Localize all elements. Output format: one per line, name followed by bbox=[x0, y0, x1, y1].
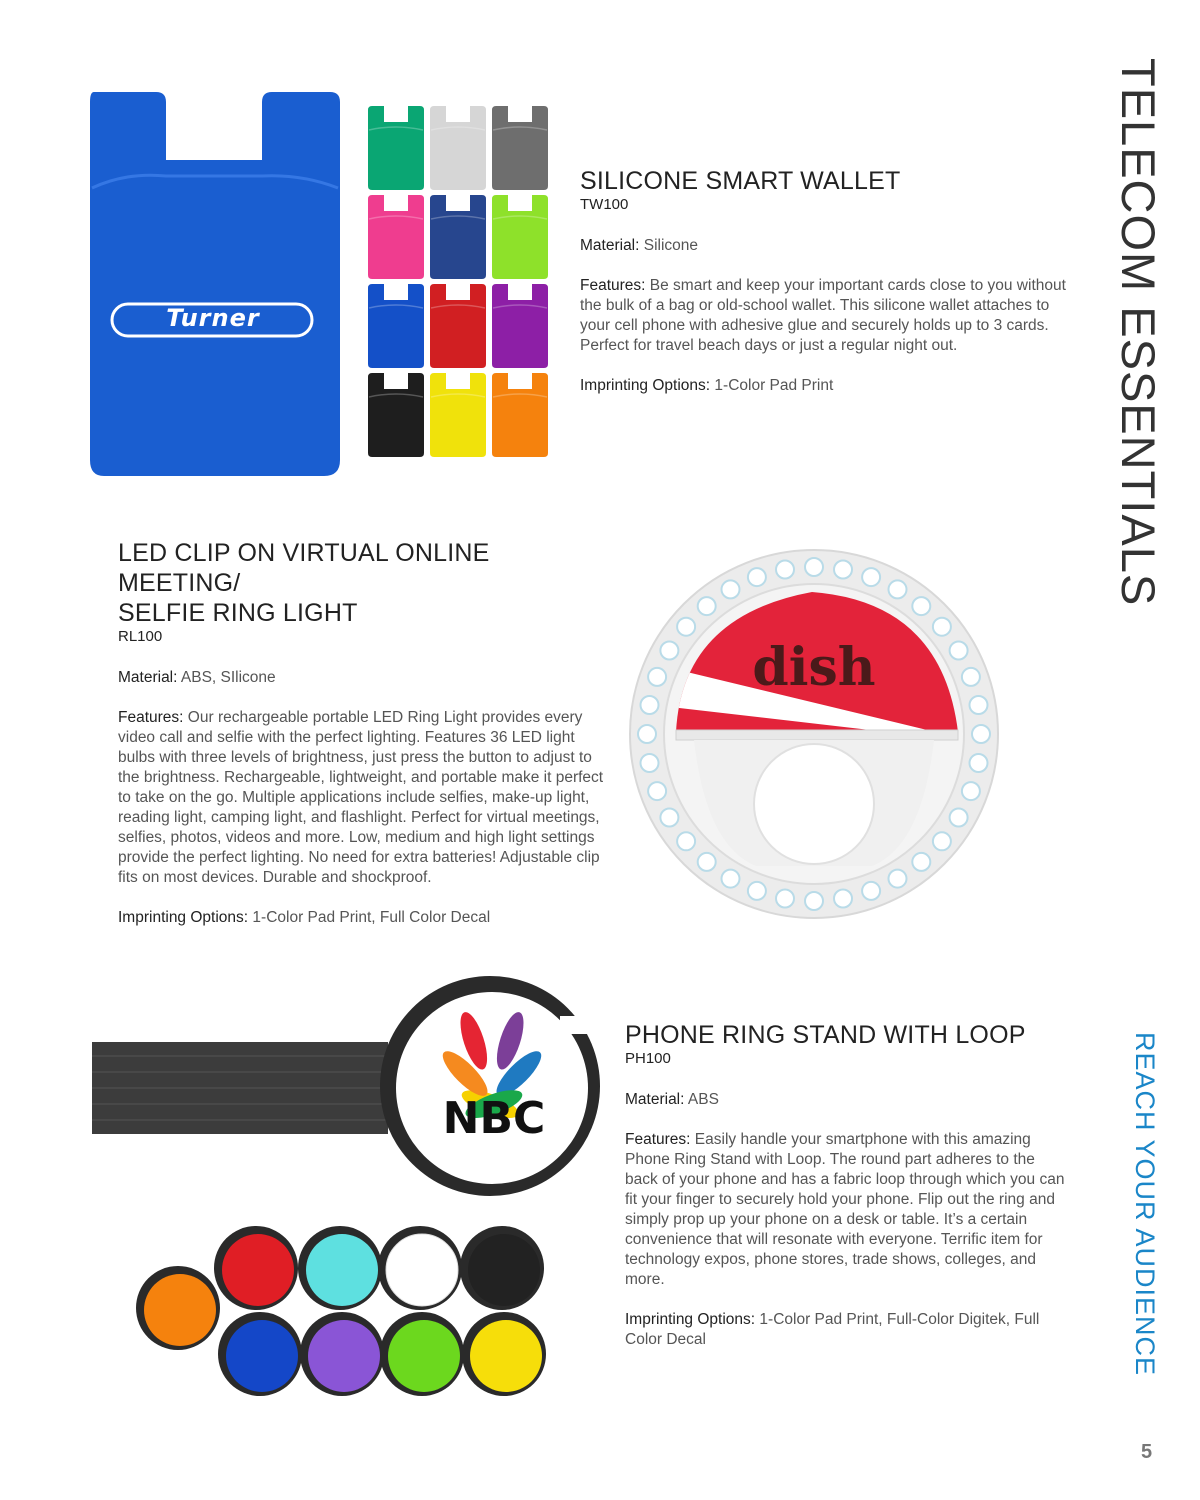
imprint-line bbox=[118, 908, 608, 928]
led-bulb bbox=[641, 754, 659, 772]
led-bulb bbox=[912, 853, 930, 871]
ring-stand-gap bbox=[560, 1016, 590, 1034]
ring-stand-swatch bbox=[460, 1226, 544, 1310]
led-bulb bbox=[698, 853, 716, 871]
features-label: Features: bbox=[625, 1131, 691, 1148]
led-bulb bbox=[641, 696, 659, 714]
led-bulb bbox=[748, 882, 766, 900]
wallet-swatch bbox=[368, 195, 424, 279]
ring-stand-swatch bbox=[300, 1312, 384, 1396]
ring-stand-main-image bbox=[90, 976, 610, 1200]
wallet-swatch bbox=[492, 284, 548, 368]
wallet-swatch bbox=[492, 373, 548, 457]
led-bulb bbox=[698, 597, 716, 615]
led-bulb bbox=[677, 618, 695, 636]
material-line bbox=[580, 236, 1070, 256]
led-bulb bbox=[950, 809, 968, 827]
features-text: Be smart and keep your important cards close to you without the bulk of a bag or old-school wallet. This silicone wallet attaches to your cell phone with adhesive glue and securely holds up to 3 cards. Perfect for travel beach days or just a regular night out. bbox=[580, 277, 1066, 354]
led-bulb bbox=[933, 618, 951, 636]
led-bulb bbox=[889, 580, 907, 598]
led-bulb bbox=[805, 558, 823, 576]
features-line bbox=[118, 708, 608, 888]
features-line bbox=[580, 276, 1070, 356]
ring-stand-logo-text: NBC bbox=[442, 1093, 546, 1144]
imprint-line bbox=[625, 1310, 1065, 1350]
led-bulb bbox=[776, 561, 794, 579]
wallet-swatch bbox=[430, 106, 486, 190]
material-label: Material: bbox=[625, 1091, 685, 1108]
wallet-swatch bbox=[492, 106, 548, 190]
wallet-logo-text: Turner bbox=[166, 304, 260, 332]
features-label: Features: bbox=[118, 709, 184, 726]
material-value: Silicone bbox=[643, 237, 699, 254]
led-bulb bbox=[950, 642, 968, 660]
product-title: PHONE RING STAND WITH LOOP bbox=[625, 1021, 1026, 1049]
led-bulb bbox=[970, 754, 988, 772]
ring-stand-color-swatches bbox=[130, 1222, 580, 1398]
tagline: REACH YOUR AUDIENCE bbox=[1130, 1032, 1160, 1377]
wallet-main-image bbox=[86, 92, 346, 480]
ring-stand-swatch bbox=[214, 1226, 298, 1310]
led-bulb bbox=[776, 890, 794, 908]
product-sku: PH100 bbox=[625, 1050, 671, 1067]
features-line bbox=[625, 1130, 1065, 1290]
ring-stand-swatch bbox=[298, 1226, 382, 1310]
product-sku: TW100 bbox=[580, 196, 629, 213]
led-bulb bbox=[638, 725, 656, 743]
led-bulb bbox=[660, 642, 678, 660]
ring-stand-swatch bbox=[218, 1312, 302, 1396]
ring-light-image bbox=[622, 546, 1006, 926]
material-value: ABS bbox=[687, 1091, 719, 1108]
wallet-swatch bbox=[430, 284, 486, 368]
led-bulb bbox=[970, 696, 988, 714]
imprint-value: 1-Color Pad Print, Full Color Decal bbox=[252, 909, 491, 926]
led-bulb bbox=[834, 561, 852, 579]
led-bulb bbox=[862, 568, 880, 586]
led-bulb bbox=[805, 892, 823, 910]
imprint-line bbox=[580, 376, 1070, 396]
imprint-label: Imprinting Options: bbox=[580, 377, 711, 394]
product-title: LED CLIP ON VIRTUAL ONLINE MEETING/ bbox=[118, 539, 490, 597]
material-line bbox=[625, 1090, 1065, 1110]
section-title: TELECOM ESSENTIALS bbox=[1112, 58, 1165, 607]
material-label: Material: bbox=[118, 669, 178, 686]
wallet-body bbox=[90, 92, 340, 476]
ring-stand-swatch bbox=[378, 1226, 462, 1310]
clip-hole bbox=[754, 744, 874, 864]
led-bulb bbox=[660, 809, 678, 827]
led-bulb bbox=[862, 882, 880, 900]
led-bulb bbox=[972, 725, 990, 743]
material-label: Material: bbox=[580, 237, 640, 254]
material-line bbox=[118, 668, 608, 688]
led-bulb bbox=[648, 668, 666, 686]
led-bulb bbox=[677, 832, 695, 850]
imprint-label: Imprinting Options: bbox=[118, 909, 249, 926]
wallet-swatch bbox=[368, 373, 424, 457]
ring-stand-swatch bbox=[462, 1312, 546, 1396]
product-title: SILICONE SMART WALLET bbox=[580, 167, 901, 195]
led-bulb bbox=[834, 890, 852, 908]
product-title-line2: SELFIE RING LIGHT bbox=[118, 599, 358, 627]
wallet-color-swatches bbox=[368, 106, 553, 462]
product-sku: RL100 bbox=[118, 628, 163, 645]
led-bulb bbox=[648, 782, 666, 800]
imprint-label: Imprinting Options: bbox=[625, 1311, 756, 1328]
led-bulb bbox=[722, 580, 740, 598]
clip-bar bbox=[676, 730, 958, 740]
wallet-swatch bbox=[368, 106, 424, 190]
led-bulb bbox=[933, 832, 951, 850]
wallet-swatch bbox=[492, 195, 548, 279]
page-number: 5 bbox=[1141, 1441, 1153, 1463]
ring-stand-swatch bbox=[136, 1266, 220, 1350]
led-bulb bbox=[748, 568, 766, 586]
wallet-swatch bbox=[368, 284, 424, 368]
imprint-value: 1-Color Pad Print bbox=[714, 377, 834, 394]
led-bulb bbox=[722, 870, 740, 888]
imprint-value: 1-Color Pad Print, Full-Color Digitek, Full Color Decal bbox=[625, 1311, 1040, 1348]
features-text: Our rechargeable portable LED Ring Light provides every video call and selfie with the perfect lighting. Features 36 LED light bulbs with three levels of brightness, just press the button to adjust to the brightness. Rechargeable, lightweight, and portable make it perfect to take on the go. Multiple applications include selfies, make-up light, reading light, camping light, and flashlight. Perfect for virtual meetings, selfies, photos, videos and more. Low, medium and high light settings provide the perfect lighting. No need for extra batteries! Adjustable clip fits on most devices. Durable and shockproof. bbox=[118, 709, 604, 886]
led-bulb bbox=[912, 597, 930, 615]
features-label: Features: bbox=[580, 277, 646, 294]
led-bulb bbox=[962, 668, 980, 686]
ring-stand-swatch bbox=[380, 1312, 464, 1396]
wallet-swatch bbox=[430, 373, 486, 457]
ring-logo-text: dish bbox=[752, 637, 876, 698]
wallet-swatch bbox=[430, 195, 486, 279]
ring-stand-face bbox=[396, 992, 588, 1184]
material-value: ABS, SIlicone bbox=[180, 669, 276, 686]
features-text: Easily handle your smartphone with this amazing Phone Ring Stand with Loop. The round part adheres to the back of your phone and has a fabric loop through which you can fit your finger to securely hold your phone. Flip out the ring and simply prop up your phone on a desk or table. It’s a certain convenience that will resonate with everyone. Terrific item for technology expos, phone stores, trade shows, colleges, and more. bbox=[625, 1131, 1065, 1288]
led-bulb bbox=[962, 782, 980, 800]
led-bulb bbox=[889, 870, 907, 888]
